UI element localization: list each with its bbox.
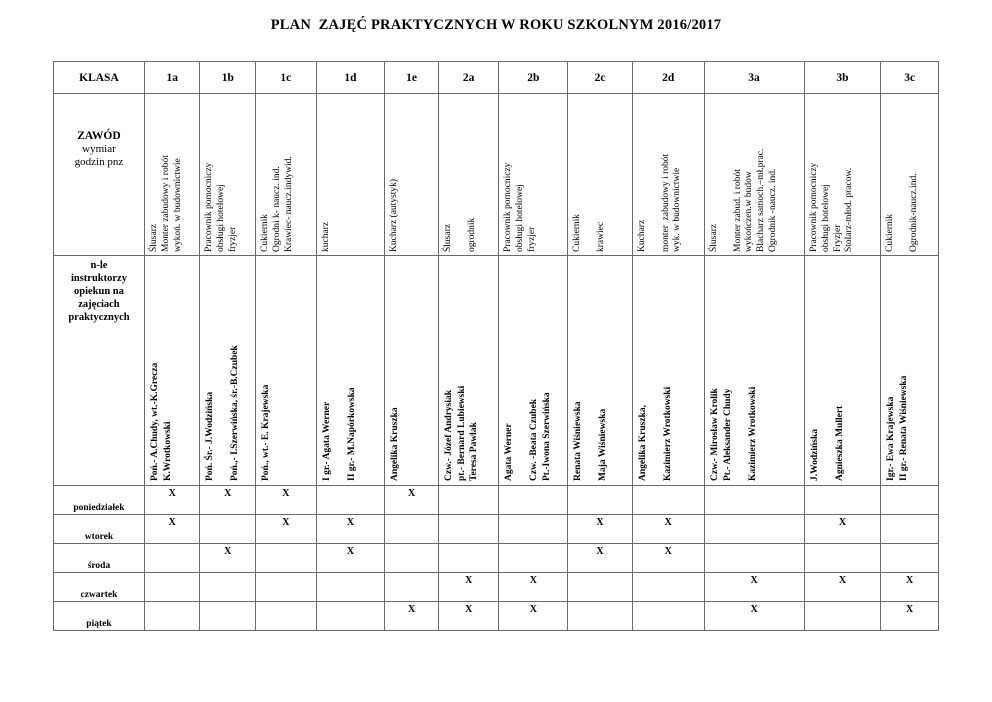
profession-cell: [144, 94, 200, 256]
instructors-text: Igr.- Ewa Krajewska II gr.- Renata Wiśniewska: [886, 375, 909, 481]
instructors-text: I gr.- Agata Werner II gr.- M.Napórkowska: [321, 387, 357, 481]
class-header-2b: 2b: [499, 62, 568, 94]
schedule-cell: [256, 573, 317, 602]
schedule-cell: [632, 602, 704, 631]
instructors-text: Poń. Śr.- J.Wodzińska Poń.,- I.Szerwińska, śr.-B.Czubek: [205, 345, 241, 481]
class-header-1c: 1c: [256, 62, 317, 94]
schedule-cell: [804, 602, 881, 631]
instr-label-line: praktycznych: [68, 312, 130, 323]
profession-text: Ślusarz ogrodnik: [442, 217, 477, 252]
schedule-table: [53, 61, 939, 631]
schedule-cell: [438, 486, 499, 515]
schedule-cell: [200, 602, 256, 631]
instructors-row: [54, 256, 939, 486]
class-header-3a: 3a: [704, 62, 804, 94]
schedule-cell: [632, 486, 704, 515]
page-title: PLAN ZAJĘĆ PRAKTYCZNYCH W ROKU SZKOLNYM 2016/2017: [270, 17, 722, 33]
profession-text: Ślusarz Monter zabudowy i robót wykoń. w budownictwie: [148, 155, 183, 252]
instructors-cell: [200, 256, 256, 486]
schedule-cell: X: [316, 544, 385, 573]
day-row: [54, 544, 939, 573]
profession-row: [54, 94, 939, 256]
instructors-text: Angelika Kruszka: [390, 407, 401, 481]
instructors-cell: [438, 256, 499, 486]
schedule-cell: X: [632, 515, 704, 544]
schedule-cell: X: [881, 573, 939, 602]
schedule-cell: [704, 486, 804, 515]
schedule-cell: [256, 602, 317, 631]
schedule-cell: X: [804, 573, 881, 602]
instructors-text: Poń., wt.- E. Krajewska: [261, 384, 272, 481]
schedule-cell: X: [704, 602, 804, 631]
profession-cell: [568, 94, 633, 256]
day-row: [54, 602, 939, 631]
class-header-1b: 1b: [200, 62, 256, 94]
profession-cell: [200, 94, 256, 256]
instructors-text: Renata Wiśniewska Maja Wiśniewska: [573, 401, 609, 481]
profession-cell: [316, 94, 385, 256]
instructors-text: Agata Werner Czw. -Beata Czubek Pt.-Iwona Szerwińska: [504, 392, 552, 481]
schedule-cell: [881, 544, 939, 573]
instructors-cell: [632, 256, 704, 486]
schedule-cell: X: [256, 515, 317, 544]
schedule-cell: [385, 573, 439, 602]
schedule-cell: [144, 573, 200, 602]
schedule-cell: [200, 573, 256, 602]
header-row: [54, 62, 939, 94]
schedule-cell: [385, 544, 439, 573]
profession-cell: [881, 94, 939, 256]
profession-text: Cukiernik Ogrodni k- naucz. ind. Krawiec- naucz.indywid.: [260, 156, 294, 252]
schedule-cell: [568, 602, 633, 631]
instructors-cell: [804, 256, 881, 486]
instructors-cell: [144, 256, 200, 486]
schedule-cell: X: [200, 486, 256, 515]
schedule-cell: X: [568, 515, 633, 544]
day-label: wtorek: [54, 515, 145, 544]
schedule-cell: [499, 486, 568, 515]
schedule-cell: X: [438, 602, 499, 631]
schedule-cell: [881, 515, 939, 544]
schedule-cell: [438, 515, 499, 544]
schedule-cell: [804, 544, 881, 573]
instructors-cell: [568, 256, 633, 486]
schedule-cell: X: [499, 573, 568, 602]
schedule-cell: [632, 573, 704, 602]
godzin-label: godzin pnz: [74, 156, 124, 168]
profession-cell: [704, 94, 804, 256]
schedule-cell: [568, 573, 633, 602]
instructors-text: Czw.- Józef Andrysiak pt.- Bernard Lubiewski Teresa Pawlak: [443, 385, 479, 481]
schedule-cell: [499, 544, 568, 573]
instructors-cell: [881, 256, 939, 486]
instr-label-line: opiekun na: [74, 286, 124, 297]
schedule-cell: [704, 515, 804, 544]
schedule-cell: [200, 515, 256, 544]
instructors-label-cell: [54, 256, 145, 486]
instructors-text: Poń.- A.Chudy, wt.-K.Grecza K.Wrotkowski: [149, 362, 173, 481]
schedule-cell: [385, 515, 439, 544]
zawod-label-cell: [54, 94, 145, 256]
day-row: [54, 573, 939, 602]
schedule-cell: X: [385, 602, 439, 631]
schedule-cell: X: [632, 544, 704, 573]
profession-cell: [438, 94, 499, 256]
schedule-cell: X: [438, 573, 499, 602]
day-label: czwartek: [54, 573, 145, 602]
class-header-2a: 2a: [438, 62, 499, 94]
klasa-header: KLASA: [54, 62, 145, 94]
profession-cell: [499, 94, 568, 256]
profession-cell: [632, 94, 704, 256]
schedule-cell: X: [144, 515, 200, 544]
day-row: [54, 486, 939, 515]
instructors-cell: [316, 256, 385, 486]
schedule-cell: X: [704, 573, 804, 602]
wymiar-label: wymiar: [82, 143, 116, 155]
profession-text: kucharz: [320, 221, 331, 252]
profession-text: Pracownik pomocniczy obsługi hotelowej Fryzjer Stolarz-młod. pracow.: [808, 162, 854, 252]
profession-text: Cukiernik krawiec: [572, 214, 606, 252]
schedule-cell: [881, 486, 939, 515]
zawod-label: ZAWÓD: [77, 130, 121, 142]
class-header-1d: 1d: [316, 62, 385, 94]
class-header-2d: 2d: [632, 62, 704, 94]
schedule-cell: X: [881, 602, 939, 631]
instructors-cell: [499, 256, 568, 486]
schedule-cell: X: [385, 486, 439, 515]
instructors-text: Czw.- Mirosław Krolik Pt.- Aleksander Chudy Kazimierz Wrotkowski: [709, 386, 758, 481]
instr-label-line: instruktorzy: [70, 273, 127, 284]
profession-cell: [385, 94, 439, 256]
instr-label-line: zajęciach: [78, 299, 120, 310]
schedule-cell: X: [804, 515, 881, 544]
class-header-3c: 3c: [881, 62, 939, 94]
schedule-cell: [499, 515, 568, 544]
instructors-cell: [256, 256, 317, 486]
schedule-cell: [144, 544, 200, 573]
instructors-text: Angelika Kruszka, Kazimierz Wrotkowski: [637, 386, 673, 481]
schedule-cell: X: [499, 602, 568, 631]
instr-label-line: n-le: [90, 260, 108, 271]
class-header-1a: 1a: [144, 62, 200, 94]
schedule-cell: X: [200, 544, 256, 573]
instructors-cell: [385, 256, 439, 486]
class-header-2c: 2c: [568, 62, 633, 94]
schedule-cell: [438, 544, 499, 573]
instructors-text: J.Wodzińska Agnieszka Mullert: [809, 405, 845, 481]
schedule-cell: [704, 544, 804, 573]
schedule-cell: X: [256, 486, 317, 515]
day-label: środa: [54, 544, 145, 573]
class-header-3b: 3b: [804, 62, 881, 94]
profession-text: Kucharz monter zabudowy i robót wyk. w budownictwie: [636, 153, 683, 252]
profession-cell: [256, 94, 317, 256]
class-header-1e: 1e: [385, 62, 439, 94]
schedule-cell: [804, 486, 881, 515]
day-label: piątek: [54, 602, 145, 631]
profession-text: Cukiernik Ogrodnik-naucz.ind.: [885, 173, 919, 252]
profession-text: Pracownik pomocniczy obsługi hotelowej fryzjer: [204, 162, 239, 252]
schedule-cell: [316, 602, 385, 631]
profession-text: Pracownik pomocniczy obsługi hotelowej fryzjer: [503, 162, 538, 252]
profession-text: Ślusarz Monter zabud. i robót wykończen.w budow Blacharz samoch.–mł.prac. Ogrodnik -naucz. ind.: [708, 148, 778, 252]
schedule-cell: [568, 486, 633, 515]
day-row: [54, 515, 939, 544]
instructors-cell: [704, 256, 804, 486]
schedule-cell: [256, 544, 317, 573]
schedule-cell: X: [144, 486, 200, 515]
profession-text: Kucharz (autystyk): [389, 178, 400, 252]
schedule-cell: X: [568, 544, 633, 573]
schedule-cell: X: [316, 515, 385, 544]
schedule-cell: [316, 486, 385, 515]
profession-cell: [804, 94, 881, 256]
schedule-cell: [144, 602, 200, 631]
schedule-cell: [316, 573, 385, 602]
day-label: poniedziałek: [54, 486, 145, 515]
